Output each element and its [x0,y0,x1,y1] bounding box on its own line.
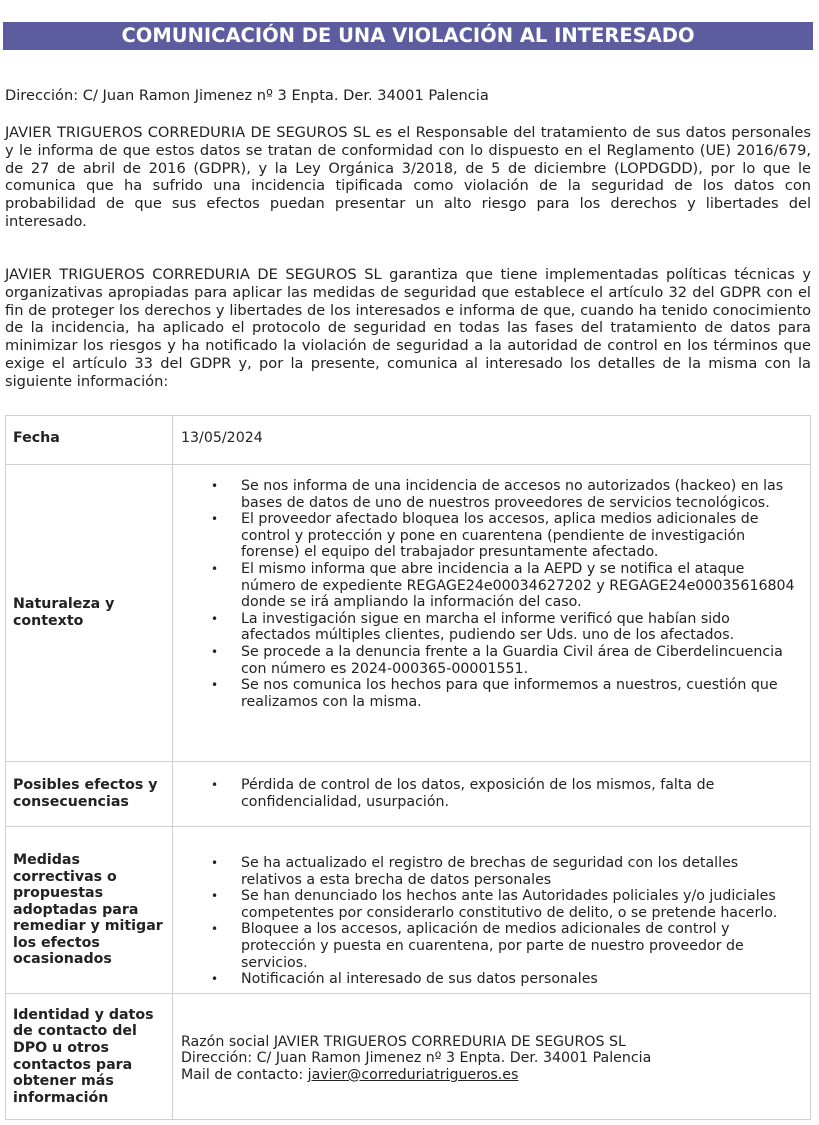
list-item: • Se han denunciado los hechos ante las Autoridades policiales y/o judiciales competentes por considerarlo constitutivo de delito, o se pretende hacerlo. [241,888,802,921]
list-item: • Bloquee a los accesos, aplicación de medios adicionales de control y protección y puesta en cuarentena, por parte de nuestro proveedor de servicios. [241,921,802,971]
list-item: • El proveedor afectado bloquea los accesos, aplica medios adicionales de control y protección y pone en cuarentena (pendiente de investigación forense) el equipo del trabajador presuntamente afectado. [241,511,802,561]
naturaleza-list [181,478,802,710]
medidas-list [181,855,802,988]
list-item: • Se ha actualizado el registro de brechas de seguridad con los detalles relativos a esta brecha de datos personales [241,855,802,888]
row-dpo [6,994,811,1120]
list-item: • Pérdida de control de los datos, exposición de los mismos, falta de confidencialidad, usurpación. [241,777,802,810]
value-dpo [173,994,811,1120]
intro-paragraph: JAVIER TRIGUEROS CORREDURIA DE SEGUROS SL es el Responsable del tratamiento de sus datos personales y le informa de que estos datos se tratan de conformidad con lo dispuesto en el Reglamento (UE) 2016/679, de 27 de abril de 2016 (GDPR), y la Ley Orgánica 3/2018, de 5 de diciembre (LOPDGDD), por lo que le comunica que ha sufrido una incidencia tipificada como violación de la seguridad de los datos con probabilidad de que sus efectos puedan presentar un alto riesgo para los derechos y libertades del interesado. [5,124,811,230]
dpo-mail-label: Mail de contacto: [181,1066,308,1083]
document-title: COMUNICACIÓN DE UNA VIOLACIÓN AL INTERESADO [3,22,813,50]
row-naturaleza [6,465,811,762]
dpo-email-link[interactable]: javier@correduriatrigueros.es [307,1066,519,1083]
list-item: • La investigación sigue en marcha el informe verificó que habían sido afectados múltiples clientes, pudiendo ser Uds. uno de los afectados. [241,611,802,644]
row-efectos [6,762,811,827]
efectos-list [181,777,802,810]
value-naturaleza [173,465,811,762]
list-item: • Notificación al interesado de sus datos personales [241,971,802,988]
label-fecha: Fecha [6,416,173,465]
dpo-direccion: Dirección: C/ Juan Ramon Jimenez nº 3 Enpta. Der. 34001 Palencia [181,1050,652,1067]
security-paragraph: JAVIER TRIGUEROS CORREDURIA DE SEGUROS SL garantiza que tiene implementadas políticas técnicas y organizativas apropiadas para aplicar las medidas de seguridad que establece el artículo 32 del GDPR con el fin de proteger los derechos y libertades de los interesados e informa de que, cuando ha tenido conocimiento de la incidencia, ha aplicado el protocolo de seguridad en todas las fases del tratamiento de datos para minimizar los riesgos y ha notificado la violación de seguridad a la autoridad de control en los términos que exige el artículo 33 del GDPR y, por la presente, comunica al interesado los detalles de la misma con la siguiente información: [5,266,811,390]
value-medidas [173,827,811,994]
breach-details-table [5,415,811,1120]
label-efectos: Posibles efectos y consecuencias [6,762,173,827]
list-item: • Se nos comunica los hechos para que informemos a nuestros, cuestión que realizamos con la misma. [241,677,802,710]
label-dpo: Identidad y datos de contacto del DPO u otros contactos para obtener más información [6,994,173,1120]
list-item: • Se procede a la denuncia frente a la Guardia Civil área de Ciberdelincuencia con número es 2024-000365-00001551. [241,644,802,677]
list-item: • El mismo informa que abre incidencia a la AEPD y se notifica el ataque número de expediente REGAGE24e00034627202 y REGAGE24e00035616804 donde se irá ampliando la información del caso. [241,561,802,611]
value-fecha: 13/05/2024 [173,416,811,465]
address-line: Dirección: C/ Juan Ramon Jimenez nº 3 Enpta. Der. 34001 Palencia [5,87,489,104]
value-efectos [173,762,811,827]
dpo-mail-line [181,1067,802,1084]
label-naturaleza: Naturaleza y contexto [6,465,173,762]
label-medidas: Medidas correctivas o propuestas adoptadas para remediar y mitigar los efectos ocasionados [6,827,173,994]
row-fecha [6,416,811,465]
list-item: • Se nos informa de una incidencia de accesos no autorizados (hackeo) en las bases de datos de uno de nuestros proveedores de servicios tecnológicos. [241,478,802,511]
dpo-razon-social: Razón social JAVIER TRIGUEROS CORREDURIA DE SEGUROS SL [181,1033,626,1050]
row-medidas [6,827,811,994]
